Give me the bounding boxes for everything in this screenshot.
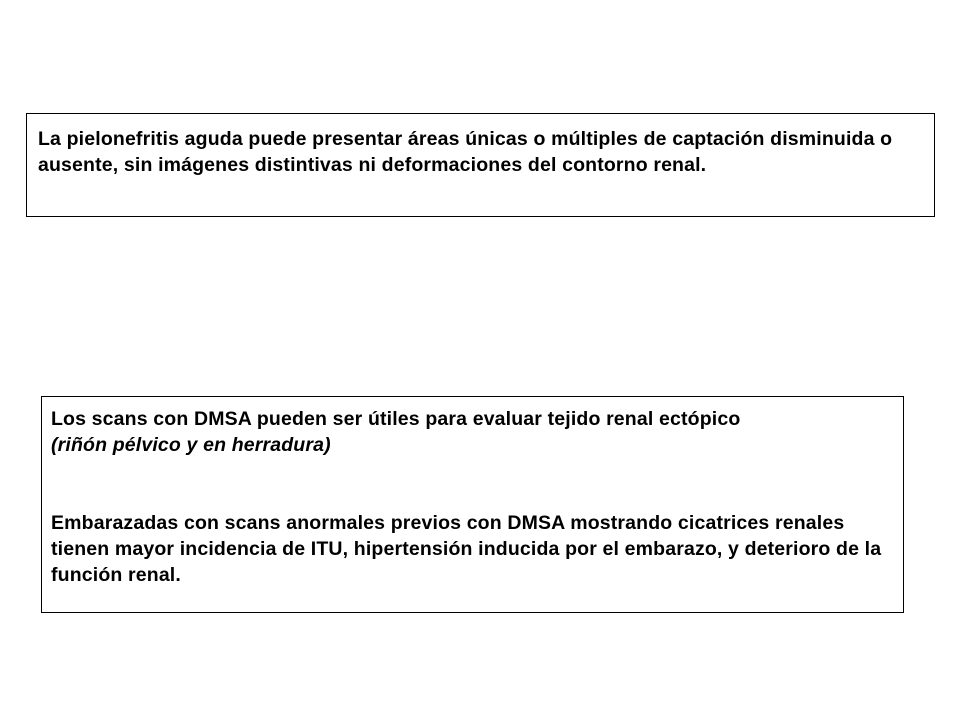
- pyelonephritis-text: La pielonefritis aguda puede presentar áreas únicas o múltiples de captación disminuida o ausente, sin imágenes distintivas ni deformaciones del contorno renal.: [38, 128, 893, 176]
- pregnancy-text: Embarazadas con scans anormales previos con DMSA mostrando cicatrices renales tienen mayor incidencia de ITU, hipertensión inducida por el embarazo, y deterioro de la función renal.: [51, 512, 882, 586]
- paragraph-spacer: [51, 458, 893, 510]
- dmsa-ectopic-text: Los scans con DMSA pueden ser útiles para evaluar tejido renal ectópico: [51, 408, 741, 430]
- top-text-box: [26, 113, 935, 217]
- bottom-text-box: [41, 396, 904, 613]
- dmsa-ectopic-italic-note: (riñón pélvico y en herradura): [51, 434, 331, 456]
